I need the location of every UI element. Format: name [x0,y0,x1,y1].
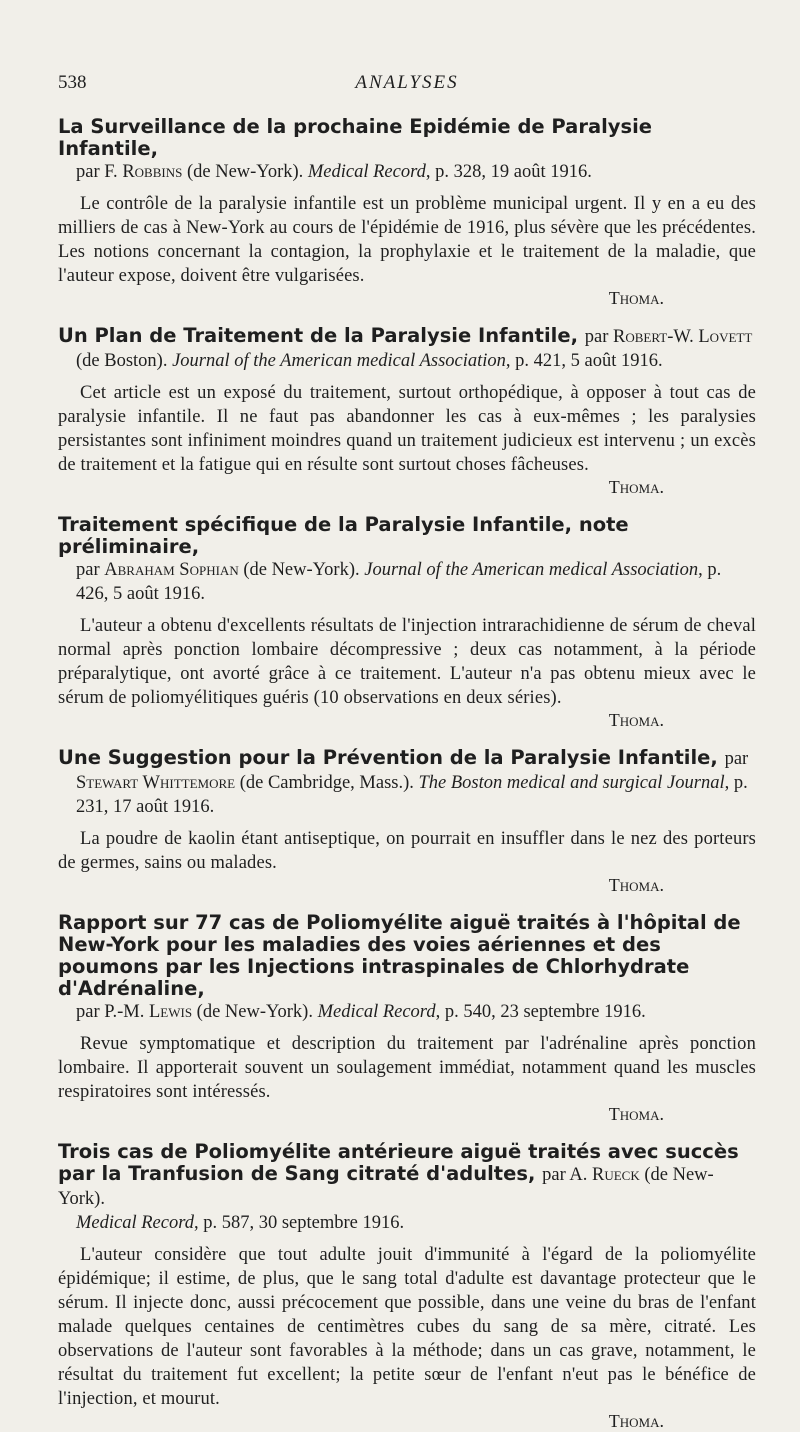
article-title [58,1141,756,1211]
article-citation [58,1000,756,1024]
byline-affiliation: (de Cambridge, Mass.). [235,773,419,793]
byline-prefix: par [76,560,105,580]
article-citation [58,1211,756,1235]
article-title: Traitement spécifique de la Paralysie Infantile, note préliminaire, [58,513,629,558]
article [58,514,756,731]
author-name: Robert-W. Lovett [613,327,753,347]
journal-reference: , p. 328, 19 août 1916. [425,162,592,182]
article-citation [58,558,756,606]
byline-prefix: par [76,1002,105,1022]
signature: Thoma. [608,477,664,497]
signature: Thoma. [608,1104,664,1124]
article [58,912,756,1125]
journal-name: The Boston medical and surgical Journal [418,773,725,793]
article [58,1141,756,1432]
running-head [58,72,756,100]
article-title-text: Trois cas de Poliomyélite antérieure aiguë traités avec succès par la Tranfusion de Sang citraté d'adultes, [58,1140,739,1185]
journal-reference: , p. 587, 30 septembre 1916. [193,1213,405,1233]
byline-prefix: par F. [76,162,123,182]
article-body: Le contrôle de la paralysie infantile est un problème municipal urgent. Il y en a eu des milliers de cas à New-York au cours de l'épidémie de 1916, plus sévère que les précédentes. Les notions concernant la contagion, la prophylaxie et le traitement de la maladie, que l'auteur expose, doivent être vulgarisées. [58,194,756,286]
article-citation [58,349,756,373]
journal-name: Journal of the American medical Association [364,560,699,580]
author-name: Abraham Sophian [104,560,239,580]
article-citation [58,160,756,184]
article-title: La Surveillance de la prochaine Epidémie de Paralysie Infantile, [58,115,653,160]
journal-name: Medical Record [307,162,426,182]
journal-name: Journal of the American medical Association [172,351,506,371]
journal-name: Medical Record [76,1213,194,1233]
byline-affiliation: (de New-York). [182,162,308,182]
article [58,747,756,896]
author-name: Stewart Whittemore [76,773,236,793]
byline-prefix: par A. [542,1165,592,1185]
byline-prefix: par [584,327,614,347]
article-title: Rapport sur 77 cas de Poliomyélite aiguë traités à l'hôpital de New-York pour les maladies des voies aériennes et des poumons par les Injections intraspinales de Chlorhydrate d'Adrénaline, [58,911,741,1000]
author-name: Robbins [122,162,183,182]
signature: Thoma. [608,875,664,895]
byline-affiliation: (de Boston). [76,351,173,371]
byline-inline [585,327,753,347]
section-title: ANALYSES [355,72,459,93]
author-name: P.-M. Lewis [104,1002,193,1022]
journal-reference: , p. 421, 5 août 1916. [505,351,663,371]
byline-affiliation: (de New-York). [58,1165,714,1209]
signature: Thoma. [608,710,664,730]
journal-reference: , p. 540, 23 septembre 1916. [435,1002,646,1022]
journal-reference: , p. 426, 5 août 1916. [76,560,722,604]
article-title [58,325,756,349]
article-body: Cet article est un exposé du traitement, surtout orthopédique, à opposer à tout cas de paralysie infantile. Il ne faut pas abandonner les cas à eux-mêmes ; les paralysies persistantes sont infiniment moindres quand un traitement judicieux est intervenu ; un excès de traitement et la fatigue qui en résulte sont surtout choses fâcheuses. [58,383,756,475]
byline-prefix: par [724,749,749,769]
signature: Thoma. [608,288,664,308]
article-title-text: Une Suggestion pour la Prévention de la Paralysie Infantile, [58,746,718,769]
article-title-text: Un Plan de Traitement de la Paralysie Infantile, [58,324,578,347]
journal-name: Medical Record [317,1002,436,1022]
byline-affiliation: (de New-York). [192,1002,318,1022]
article-body: La poudre de kaolin étant antiseptique, on pourrait en insuffler dans le nez des porteurs de germes, sains ou malades. [58,829,756,873]
article-body: L'auteur considère que tout adulte jouit d'immunité à l'égard de la poliomyélite épidémique; il estime, de plus, que le sang total d'adulte est davantage protecteur que le sérum. Il injecte donc, aussi précocement que possible, dans une veine du bras de l'enfant malade quelques centaines de centimètres cubes du sang de sa mère, citraté. Les observations de l'auteur sont favorables à la méthode; dans un cas grave, notamment, le résultat du traitement fut excellent; la petite sœur de l'enfant n'eut pas le bénéfice de l'injection, et mourut. [58,1245,756,1409]
byline-affiliation: (de New-York). [238,560,365,580]
article-title [58,747,756,771]
article-body: L'auteur a obtenu d'excellents résultats de l'injection intrarachidienne de sérum de cheval normal après ponction lombaire décompressive ; deux cas notamment, à la période préparalytique, ont avorté grâce à ce traitement. L'auteur n'a pas obtenu mieux avec le sérum de poliomyélitiques guéris (10 observations en deux séries). [58,616,756,708]
article [58,325,756,498]
article-body: Revue symptomatique et description du traitement par l'adrénaline après ponction lombaire. Il apporterait souvent un soulagement immédiat, notamment quand les muscles respiratoires sont intéressés. [58,1034,756,1102]
page-number: 538 [58,72,87,93]
signature: Thoma. [608,1411,664,1431]
article [58,116,756,309]
author-name: Rueck [592,1165,640,1185]
journal-reference: , p. 231, 17 août 1916. [76,773,748,817]
article-citation [58,771,756,819]
